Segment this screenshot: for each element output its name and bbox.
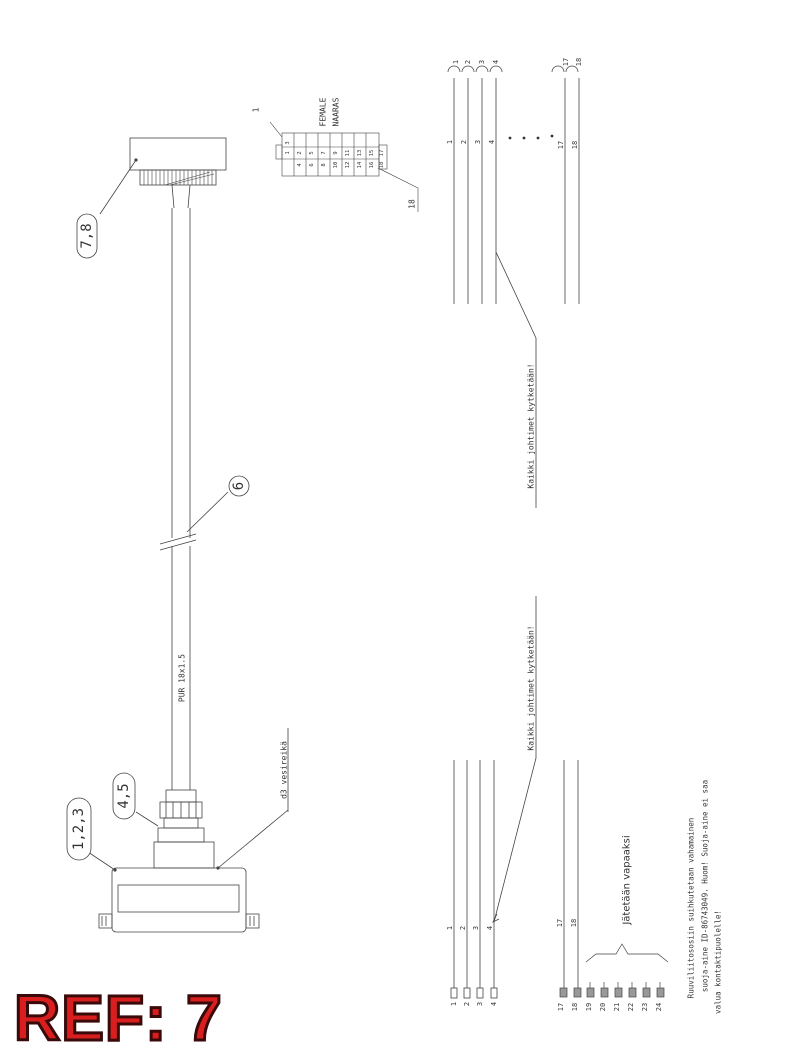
terminal-number: 21	[613, 1002, 621, 1012]
bottom-connector-window	[118, 885, 239, 912]
top-connector-housing	[130, 138, 226, 170]
wire-number: 4	[488, 139, 496, 145]
pin-number: 5	[309, 151, 315, 155]
pin-number: 10	[333, 161, 339, 169]
bottom-connector	[99, 867, 259, 932]
terminal-number: 23	[641, 1002, 649, 1012]
spare-note: Jätetään vapaaksi	[621, 835, 633, 925]
pin-number: 13	[357, 149, 363, 157]
pin-number: 4	[297, 163, 303, 167]
wire-number: 18	[570, 918, 578, 928]
terminal-number: 19	[585, 1002, 593, 1012]
terminal-number: 20	[599, 1002, 607, 1012]
terminal-number: 18	[571, 1002, 579, 1012]
head-number: 1	[452, 59, 460, 65]
wire-hook-3	[476, 66, 488, 72]
terminal-number: 4	[490, 1001, 498, 1007]
head-number: 18	[575, 57, 583, 67]
pin-number: 6	[309, 163, 315, 167]
cable	[160, 208, 228, 790]
continuation-dot	[523, 137, 526, 140]
pin-header-numbers	[285, 141, 385, 168]
bottom-connector-latch-left	[99, 914, 112, 928]
pin-header-marker-18: 18	[407, 199, 417, 209]
terminal-numbers	[450, 1002, 663, 1011]
ref-label: REF: 7	[14, 982, 223, 1053]
top-wires	[448, 66, 579, 508]
top-wiring-note: Kaikki johtimet kytketään!	[526, 363, 536, 489]
wire-hook-2	[462, 66, 474, 72]
spare-terminals	[560, 944, 668, 997]
instruction-line: Ruuviliitososiin suihkutetaan vahamainen	[686, 817, 696, 999]
leader-1-2-3	[88, 852, 115, 870]
drain-hole-label: d3 vesireikä	[279, 741, 289, 799]
bottom-connector-latch-right	[246, 914, 259, 928]
wire-number: 2	[459, 925, 467, 931]
leader-6	[187, 492, 228, 532]
terminal-number: 2	[463, 1001, 471, 1007]
top-connector	[100, 138, 226, 214]
top-note-leader	[496, 252, 536, 338]
terminal-number: 3	[476, 1001, 484, 1007]
top-head-numbers	[452, 58, 583, 66]
balloon-7-8	[77, 214, 97, 258]
pin-number: 11	[345, 149, 351, 157]
pin-number: 16	[369, 161, 375, 169]
pin-number: 1	[285, 151, 291, 155]
pin-number: 17	[379, 149, 385, 157]
balloon-6	[229, 476, 249, 496]
balloon-6-label: 6	[231, 481, 247, 491]
terminal-number: 22	[627, 1002, 635, 1012]
ferrule-1	[451, 988, 457, 998]
leader-drain	[218, 810, 288, 868]
pin-header	[270, 122, 418, 212]
wire-number: 17	[557, 140, 565, 150]
balloon-7-8-label: 7,8	[79, 223, 95, 249]
wire-number: 3	[474, 139, 482, 145]
terminal-number: 17	[557, 1002, 565, 1012]
pin-number: 18	[379, 161, 385, 169]
pin-number: 9	[333, 151, 339, 155]
head-number: 4	[492, 59, 500, 65]
wire-number: 1	[446, 139, 454, 145]
ferrule-2	[464, 988, 470, 998]
head-number: 17	[562, 57, 570, 67]
leader-4-5	[136, 812, 158, 826]
wire-hook-1	[448, 66, 460, 72]
wire-number: 1	[446, 925, 454, 931]
pin-header-title-fi: NAARAS	[331, 97, 341, 127]
balloon-4-5	[113, 773, 135, 819]
wire-number: 17	[556, 918, 564, 928]
balloon-1-2-3-label: 1,2,3	[71, 807, 87, 851]
instruction-line: valua kontaktipuolelle!	[713, 910, 723, 1014]
continuation-dot	[509, 137, 512, 140]
continuation-dot	[537, 137, 540, 140]
wire-number: 18	[571, 140, 579, 150]
pin-number: 2	[297, 151, 303, 155]
head-number: 2	[464, 59, 472, 65]
head-number: 3	[478, 59, 486, 65]
wire-number: 4	[486, 925, 494, 931]
bottom-wiring-note: Kaikki johtimet kytketään!	[526, 625, 536, 751]
instructions	[687, 780, 723, 1014]
spare-brace	[586, 944, 668, 962]
pin-number: 15	[369, 149, 375, 157]
pin-number: 14	[357, 161, 363, 169]
wire-hook-4	[490, 66, 502, 72]
continuation-dot	[551, 135, 554, 138]
pin-header-title-en: FEMALE	[318, 97, 328, 127]
terminal-number: 24	[655, 1002, 663, 1012]
wire-number: 2	[460, 139, 468, 145]
pin-number: 8	[321, 163, 327, 167]
cable-spec: PUR 18x1.5	[177, 653, 187, 703]
balloon-4-5-label: 4,5	[116, 783, 132, 809]
ferrule-4	[491, 988, 497, 998]
balloon-1-2-3	[67, 798, 91, 860]
pin-header-marker-1: 1	[251, 107, 261, 113]
ferrule-3	[477, 988, 483, 998]
instruction-line: suoja-aine ID-86743049. Huom! Suoja-aine ei saa	[700, 779, 710, 993]
pin-number: 7	[321, 151, 327, 155]
cable-gland	[154, 790, 214, 868]
pin-number: 3	[285, 141, 291, 145]
terminal-number: 1	[450, 1001, 458, 1007]
wire-number: 3	[472, 925, 480, 931]
leader-7-8	[100, 160, 136, 214]
bottom-wires	[451, 596, 578, 998]
bottom-wire-numbers	[446, 919, 578, 930]
bottom-note-leader	[494, 758, 536, 922]
top-wire-numbers	[446, 140, 579, 149]
bottom-connector-housing	[112, 868, 246, 932]
pin-number: 12	[345, 161, 351, 169]
cable-break-mark	[160, 534, 196, 544]
